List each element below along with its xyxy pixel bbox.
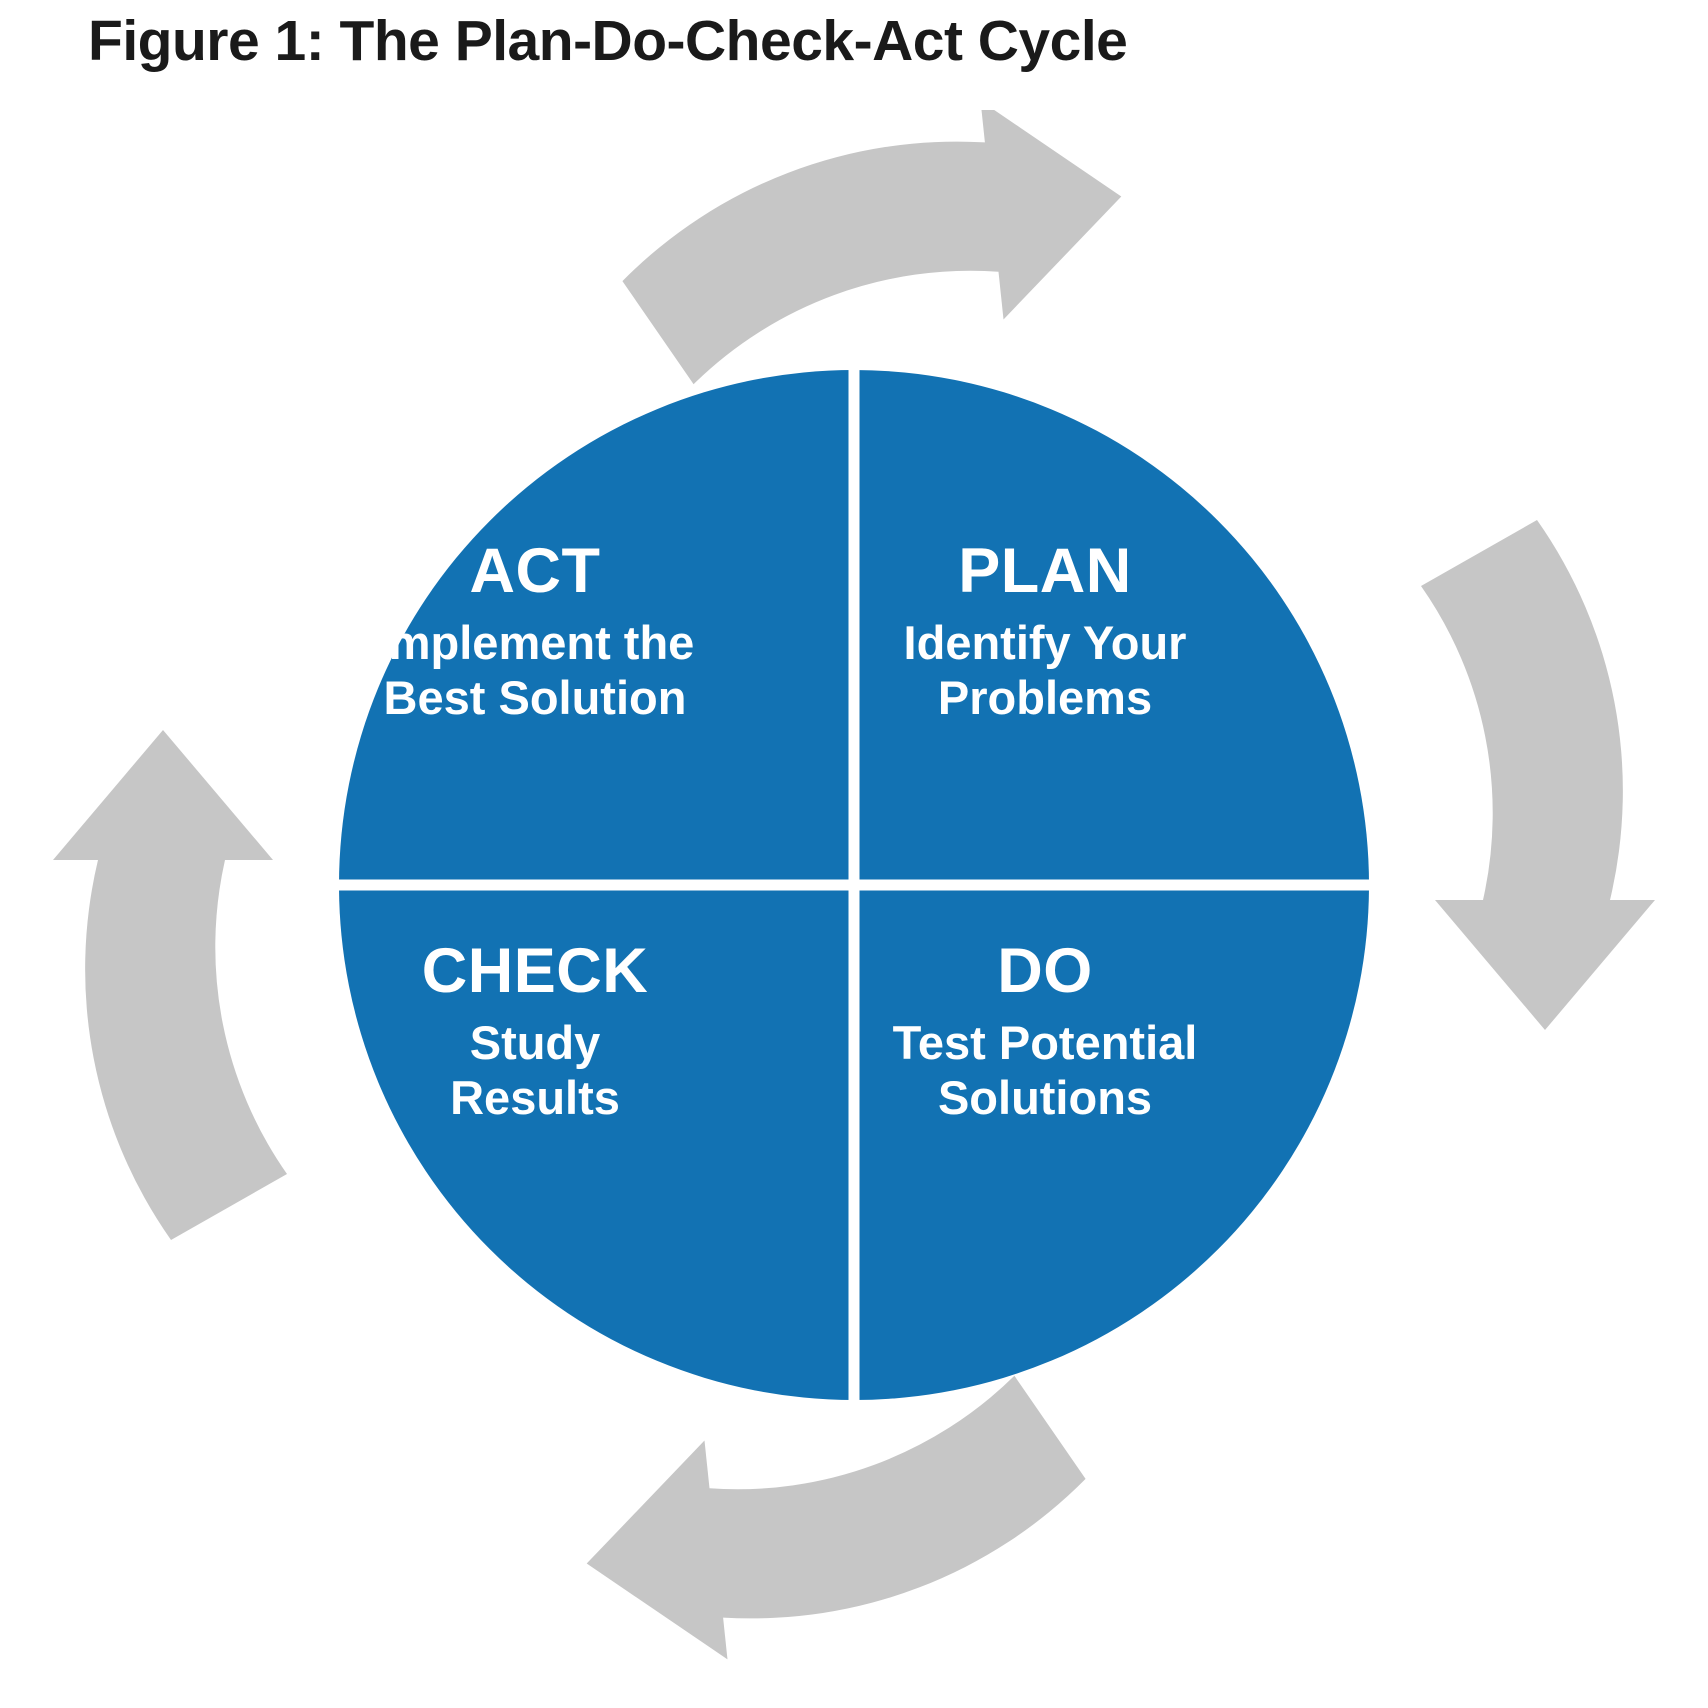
arrow-bottom-clockwise xyxy=(572,1370,1101,1673)
quadrant-act-desc-line2: Best Solution xyxy=(383,671,687,725)
arrow-left-clockwise xyxy=(53,730,287,1240)
quadrant-do-desc-line1: Test Potential xyxy=(892,1016,1198,1069)
quadrant-act-desc-line1: Implement the xyxy=(375,616,695,669)
quadrant-check-title: CHECK xyxy=(421,936,649,1006)
pdca-cycle-diagram xyxy=(0,110,1708,1700)
page-title: Figure 1: The Plan-Do-Check-Act Cycle xyxy=(88,9,1128,73)
quadrant-plan-desc-line2: Problems xyxy=(937,671,1153,725)
cycle-circle xyxy=(327,358,1381,1412)
quadrant-plan-desc-line1: Identify Your xyxy=(903,616,1187,669)
cycle-graphic xyxy=(0,110,1708,1700)
arrow-right-clockwise xyxy=(1421,520,1655,1030)
quadrant-check-desc-line2: Results xyxy=(450,1071,620,1125)
quadrant-check-desc-line1: Study xyxy=(469,1016,601,1069)
quadrant-do-title: DO xyxy=(997,936,1093,1006)
quadrant-plan-title: PLAN xyxy=(958,536,1132,606)
arrow-top-clockwise xyxy=(608,110,1137,390)
quadrant-do-desc-line2: Solutions xyxy=(937,1071,1153,1125)
quadrant-act-title: ACT xyxy=(469,536,601,606)
